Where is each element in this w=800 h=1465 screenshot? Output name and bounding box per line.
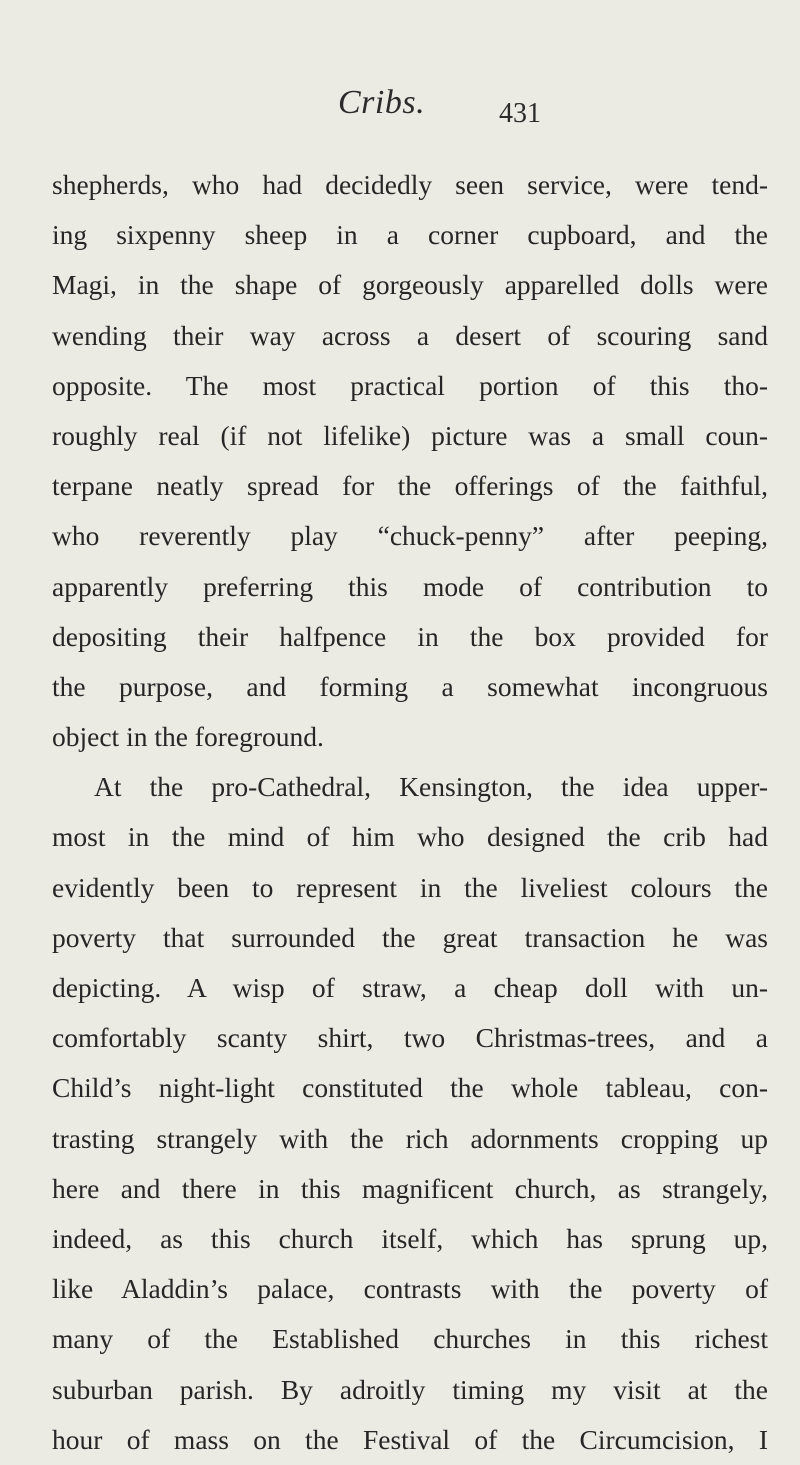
text-line: many of the Established churches in this richest bbox=[52, 1323, 768, 1355]
text-line: roughly real (if not lifelike) picture was a small coun- bbox=[52, 419, 768, 451]
running-head bbox=[0, 84, 800, 144]
text-line: hour of mass on the Festival of the Circumcision, I bbox=[52, 1423, 768, 1455]
text-line: suburban parish. By adroitly timing my visit at the bbox=[52, 1373, 768, 1405]
text-line: apparently preferring this mode of contribution to bbox=[52, 570, 768, 602]
text-line: evidently been to represent in the liveliest colours the bbox=[52, 871, 768, 903]
text-line: who reverently play “chuck-penny” after peeping, bbox=[52, 520, 768, 552]
text-line: the purpose, and forming a somewhat incongruous bbox=[52, 670, 768, 702]
text-line: here and there in this magnificent church, as strangely, bbox=[52, 1172, 768, 1204]
page-number: 431 bbox=[499, 98, 541, 129]
text-line: object in the foreground. bbox=[52, 721, 324, 753]
text-line: Magi, in the shape of gorgeously apparelled dolls were bbox=[52, 269, 768, 301]
text-line: comfortably scanty shirt, two Christmas-trees, and a bbox=[52, 1022, 768, 1054]
text-line: terpane neatly spread for the offerings of the faithful, bbox=[52, 470, 768, 502]
text-line: depositing their halfpence in the box provided for bbox=[52, 620, 768, 652]
text-line: indeed, as this church itself, which has sprung up, bbox=[52, 1222, 768, 1254]
running-head-title: Cribs. bbox=[338, 84, 426, 121]
text-line: like Aladdin’s palace, contrasts with the poverty of bbox=[52, 1273, 768, 1305]
text-line: ing sixpenny sheep in a corner cupboard, and the bbox=[52, 219, 768, 251]
body-text bbox=[52, 160, 768, 1465]
text-line: shepherds, who had decidedly seen service, were tend- bbox=[52, 169, 768, 200]
text-line: trasting strangely with the rich adornments cropping up bbox=[52, 1122, 768, 1154]
text-line: depicting. A wisp of straw, a cheap doll with un- bbox=[52, 972, 768, 1003]
text-line: wending their way across a desert of scouring sand bbox=[52, 319, 768, 351]
text-line: poverty that surrounded the great transaction he was bbox=[52, 921, 768, 953]
text-line: opposite. The most practical portion of this tho- bbox=[52, 369, 768, 401]
text-line: At the pro-Cathedral, Kensington, the idea upper- bbox=[94, 771, 768, 803]
text-line: most in the mind of him who designed the crib had bbox=[52, 821, 768, 853]
text-line: Child’s night-light constituted the whole tableau, con- bbox=[52, 1072, 768, 1104]
